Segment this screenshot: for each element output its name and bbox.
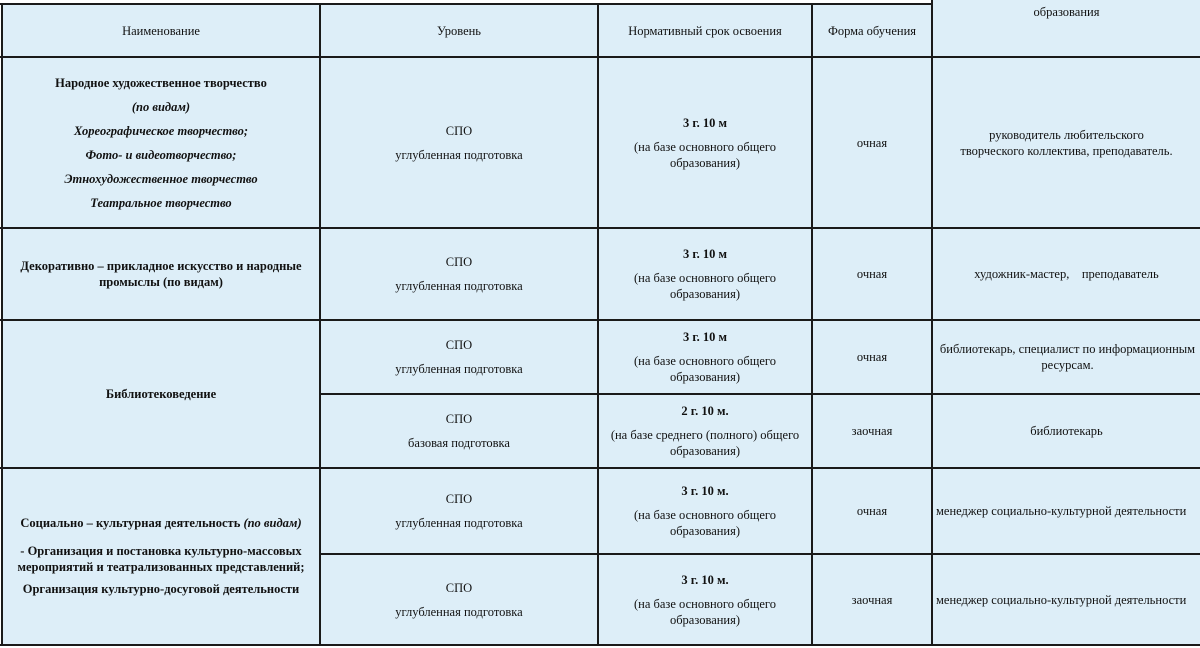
header-term [599, 5, 811, 56]
row4-name-lines [5, 515, 317, 597]
level-name: СПО [445, 255, 473, 269]
table-border [597, 3, 599, 646]
form-text: очная [856, 135, 888, 150]
row1-term-lines [625, 115, 785, 171]
row3-name-text: Библиотековедение [105, 387, 217, 401]
row3a-term [599, 321, 811, 393]
form-text: очная [856, 350, 888, 364]
table-border [0, 3, 931, 5]
row1-qualification [933, 58, 1200, 227]
table-border [319, 3, 321, 646]
qualification-text: руководитель любительского творческого коллектива, преподаватель. [960, 127, 1173, 158]
row1-name-line: Хореографическое творчество; [73, 123, 249, 138]
header-term-text: Нормативный срок освоения [628, 23, 782, 38]
term-note: (на базе основного общего образования) [634, 354, 776, 384]
row3a-form [813, 321, 931, 393]
header-name-text: Наименование [122, 23, 200, 38]
row4a-level [321, 469, 597, 553]
form-text: очная [856, 267, 888, 281]
row2-qualification [933, 229, 1200, 319]
row4a-term [599, 469, 811, 553]
row4-name-title-suffix: (по видам) [243, 516, 302, 530]
row1-term [599, 58, 811, 227]
row1-name [3, 58, 319, 227]
qualification-text: менеджер социально-культурной деятельности [936, 504, 1187, 518]
row3b-term-lines [599, 403, 811, 459]
table-border [0, 227, 1200, 229]
row3a-term-lines [625, 329, 785, 385]
level-track: углубленная подготовка [395, 362, 523, 376]
row1-name-line: Фото- и видеотворчество; [85, 147, 237, 162]
row4b-term-lines [625, 572, 785, 628]
level-track: базовая подготовка [408, 436, 510, 450]
row4b-level [321, 555, 597, 644]
row1-form [813, 58, 931, 227]
row2-name-text: Декоративно – прикладное искусство и народные промыслы (по видам) [20, 259, 302, 289]
level-track: углубленная подготовка [395, 516, 523, 530]
qualification-text: библиотекарь [1030, 424, 1103, 438]
level-name: СПО [445, 492, 473, 506]
term-note: (на базе основного общего образования) [634, 139, 776, 170]
header-name [3, 5, 319, 56]
row3-name [3, 321, 319, 467]
level-track: углубленная подготовка [395, 147, 523, 162]
table-border [811, 3, 813, 646]
row3a-level-lines [395, 333, 522, 381]
table-border [1, 3, 3, 646]
form-text: заочная [851, 592, 893, 607]
row2-term-lines [625, 246, 785, 302]
table-border [0, 644, 1200, 646]
row4b-form [813, 555, 931, 644]
term-main: 2 г. 10 м. [681, 404, 729, 418]
row3a-qualification [933, 321, 1200, 393]
table-border [319, 553, 1200, 555]
qualification-text: менеджер социально-культурной деятельности [936, 592, 1187, 607]
row4a-level-lines [395, 487, 522, 535]
level-track: углубленная подготовка [395, 279, 523, 293]
term-note: (на базе основного общего образования) [634, 596, 776, 627]
level-name: СПО [445, 580, 473, 595]
term-note: (на базе основного общего образования) [634, 271, 776, 301]
level-name: СПО [445, 338, 473, 352]
row1-name-line: Этнохудожественное творчество [64, 171, 258, 186]
row1-name-line: Народное художественное творчество [55, 75, 267, 90]
term-main: 3 г. 10 м [682, 247, 728, 261]
row2-name [3, 229, 319, 319]
row4-name-title-line [20, 515, 301, 531]
row3b-level [321, 395, 597, 467]
row2-level-lines [395, 250, 522, 298]
term-main: 3 г. 10 м [682, 115, 728, 130]
row4-name-line2: - Организация и постановка культурно-массовых мероприятий и театрализованных представлений; [17, 544, 305, 574]
level-track: углубленная подготовка [395, 604, 523, 619]
form-text: заочная [851, 424, 893, 438]
table-border [0, 56, 1200, 58]
term-main: 3 г. 10 м. [681, 572, 729, 587]
row2-form [813, 229, 931, 319]
row2-level [321, 229, 597, 319]
row3b-form [813, 395, 931, 467]
row3b-level-lines [408, 407, 510, 455]
term-note: (на базе основного общего образования) [634, 508, 776, 538]
term-main: 3 г. 10 м [682, 330, 728, 344]
row4-name-title: Социально – культурная деятельность [20, 516, 241, 530]
row1-name-line: Театральное творчество [90, 195, 232, 210]
term-main: 3 г. 10 м. [681, 484, 729, 498]
row3a-level [321, 321, 597, 393]
qualification-text: художник-мастер, преподаватель [974, 267, 1159, 281]
row1-level-lines [395, 119, 522, 167]
header-level [321, 5, 597, 56]
row1-level [321, 58, 597, 227]
level-name: СПО [445, 412, 473, 426]
row3b-term [599, 395, 811, 467]
row4-name [3, 469, 319, 644]
qualification-text: библиотекарь, специалист по информационным ресурсам. [939, 342, 1196, 372]
header-qualification [933, 0, 1200, 56]
table-border [0, 319, 1200, 321]
row4a-qualification [933, 469, 1200, 553]
row4b-level-lines [395, 576, 522, 624]
header-qualification-text: образования [1033, 5, 1100, 19]
row2-term [599, 229, 811, 319]
header-form [813, 5, 931, 56]
row4-name-line3: Организация культурно-досуговой деятельности [22, 582, 300, 596]
row3b-qualification [933, 395, 1200, 467]
row1-name-lines [55, 71, 267, 215]
row4b-qualification [933, 555, 1200, 644]
level-name: СПО [445, 123, 473, 138]
row1-name-line: (по видам) [131, 99, 191, 114]
header-level-text: Уровень [436, 23, 482, 38]
term-note: (на базе среднего (полного) общего образования) [610, 428, 800, 458]
table-border [0, 467, 1200, 469]
form-text: очная [856, 504, 888, 518]
row4b-term [599, 555, 811, 644]
table-border [931, 0, 933, 646]
row4a-form [813, 469, 931, 553]
row4a-term-lines [625, 483, 785, 539]
table-border [319, 393, 1200, 395]
header-form-text: Форма обучения [827, 23, 917, 38]
